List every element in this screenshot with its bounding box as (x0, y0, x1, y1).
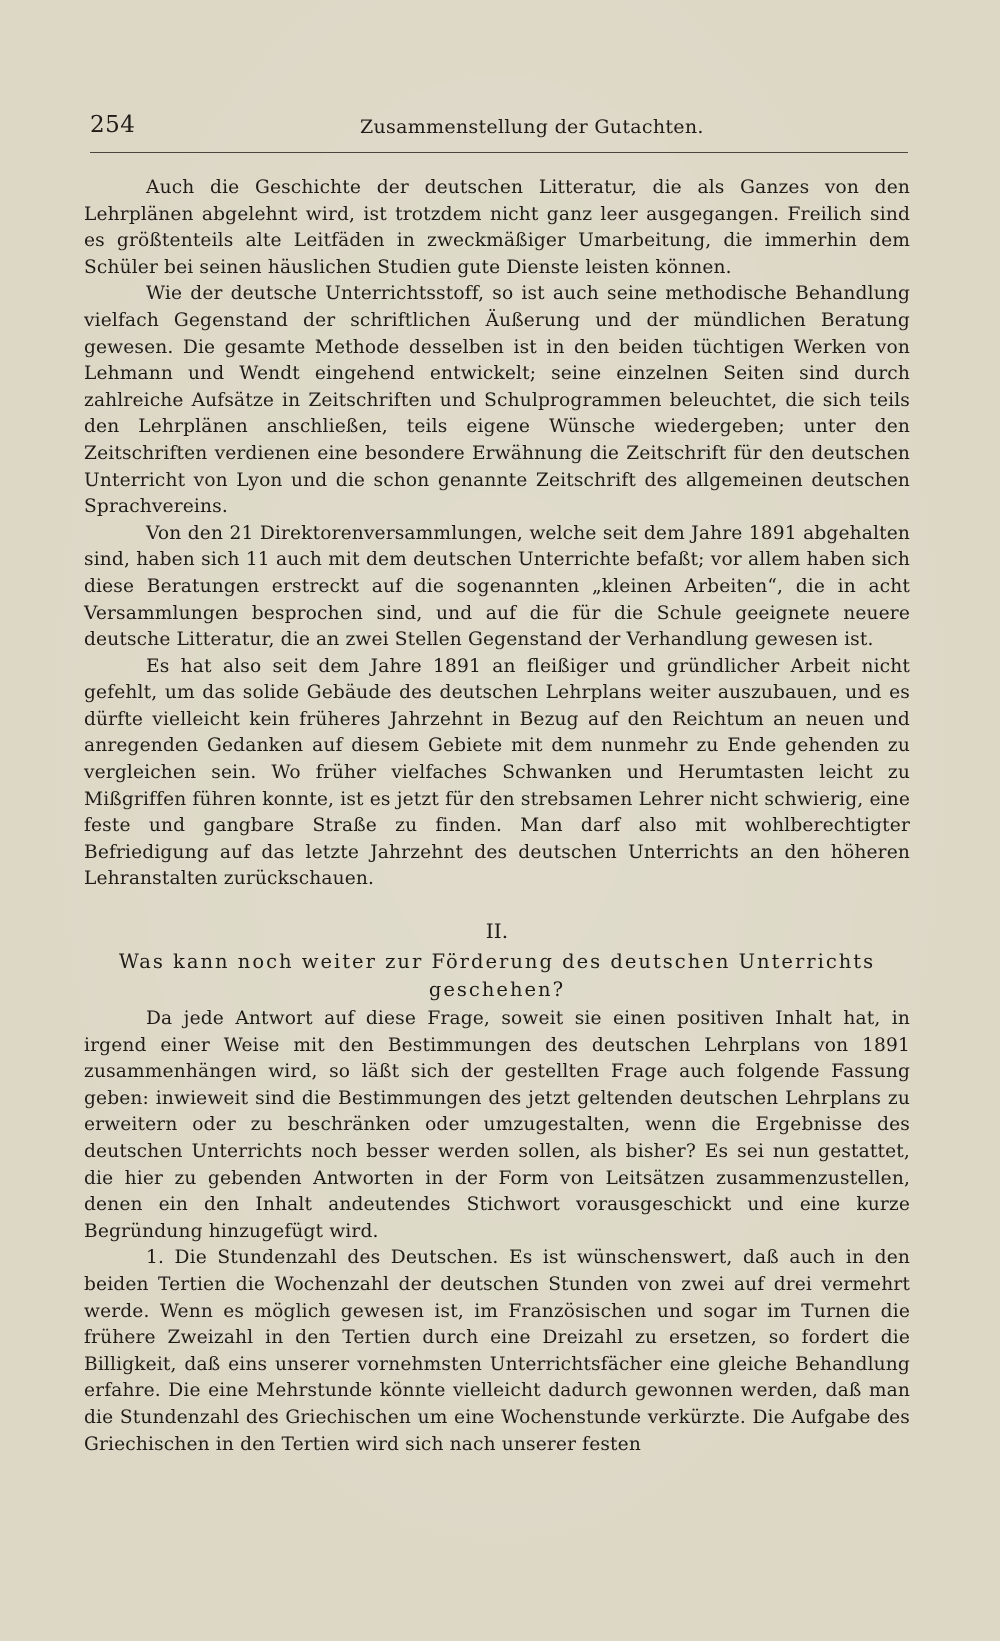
section-number: II. (485, 919, 509, 944)
paragraph-literature-history: Auch die Geschichte der deutschen Litteratur, die als Ganzes von den Lehrplänen abgelehnt wird, ist trotzdem nicht ganz leer ausgegangen. Freilich sind es größtenteils alte Leitfäden in zweckmäßiger Umarbeitung, die immerhin dem Schüler bei seinen häuslichen Studien gute Dienste leisten können. (84, 177, 910, 278)
page-number: 254 (90, 112, 136, 138)
paragraph-conclusion: Es hat also seit dem Jahre 1891 an fleißiger und gründlicher Arbeit nicht gefehlt, um das solide Gebäude des deutschen Lehrplans weiter auszubauen, und es dürfte vielleicht kein früheres Jahrzehnt in Bezug auf den Reichtum an neuen und anregenden Gedanken auf diesem Gebiete mit dem nunmehr zu Ende gehenden zu vergleichen sein. Wo früher vielfaches Schwanken und Herumtasten leicht zu Mißgriffen führen konnte, ist es jetzt für den strebsamen Lehrer nicht schwierig, eine feste und gangbare Straße zu finden. Man darf also mit wohlberechtigter Befriedigung auf das letzte Jahrzehnt des deutschen Unterrichts an den höheren Lehranstalten zurückschauen. (84, 655, 910, 890)
section-heading-line-2: geschehen? (428, 978, 566, 1002)
running-head (90, 104, 908, 153)
running-title: Zusammenstellung der Gutachten. (360, 116, 704, 138)
paragraph-directors-meetings: Von den 21 Direktorenversammlungen, welche seit dem Jahre 1891 abgehalten sind, haben sich 11 auch mit dem deutschen Unterrichte befaßt; vor allem haben sich diese Beratungen erstreckt auf die sogenannten „kleinen Arbeiten“, die in acht Versammlungen besprochen sind, und auf die für die Schule geeignete neuere deutsche Litteratur, die an zwei Stellen Gegenstand der Verhandlung gewesen ist. (84, 522, 910, 651)
paragraph-method: Wie der deutsche Unterrichtsstoff, so ist auch seine methodische Behandlung vielfach Gegenstand der schriftlichen Äußerung und der mündlichen Beratung gewesen. Die gesamte Methode desselben ist in den beiden tüchtigen Werken von Lehmann und Wendt eingehend entwickelt; seine einzelnen Seiten sind durch zahlreiche Aufsätze in Zeitschriften und Schulprogrammen beleuchtet, die sich teils den Lehrplänen anschließen, teils eigene Wünsche wiedergeben; unter den Zeitschriften verdienen eine besondere Erwähnung die Zeitschrift für den deutschen Unterricht von Lyon und die schon genannte Zeitschrift des allgemeinen deutschen Sprachvereins. (84, 283, 910, 518)
paragraph-question: Da jede Antwort auf diese Frage, soweit sie einen positiven Inhalt hat, in irgend einer Weise mit den Bestimmungen des deutschen Lehrplans von 1891 zusammenhängen wird, so läßt sich der gestellten Frage auch folgende Fassung geben: inwieweit sind die Bestimmungen des jetzt geltenden deutschen Lehrplans zu erweitern oder zu beschränken oder umzugestalten, wenn die Ergebnisse des deutschen Unterrichts noch besser werden sollen, als bisher? Es sei nun gestattet, die hier zu gebenden Antworten in der Form von Leitsätzen zusammenzustellen, denen ein den Inhalt andeutendes Stichwort vorausgeschickt und eine kurze Begründung hinzugefügt wird. (84, 1008, 910, 1242)
paragraph-lesson-hours: 1. Die Stundenzahl des Deutschen. Es ist wünschenswert, daß auch in den beiden Tertien die Wochenzahl der deutschen Stunden von zwei auf drei vermehrt werde. Wenn es möglich gewesen ist, im Französischen und sogar im Turnen die frühere Zweizahl in den Tertien durch eine Dreizahl zu ersetzen, so fordert die Billigkeit, daß eins unserer vornehmsten Unterrichtsfächer eine gleiche Behandlung erfahre. Die eine Mehrstunde könnte vielleicht dadurch gewonnen werden, daß man die Stundenzahl des Griechischen um eine Wochenstunde verkürzte. Die Aufgabe des Griechischen in den Tertien wird sich nach unserer festen (84, 1247, 910, 1455)
section-heading-line-1: Was kann noch weiter zur Förderung des deutschen Unterrichts (118, 950, 876, 974)
section-heading (104, 948, 890, 1004)
body-text (84, 175, 910, 1458)
